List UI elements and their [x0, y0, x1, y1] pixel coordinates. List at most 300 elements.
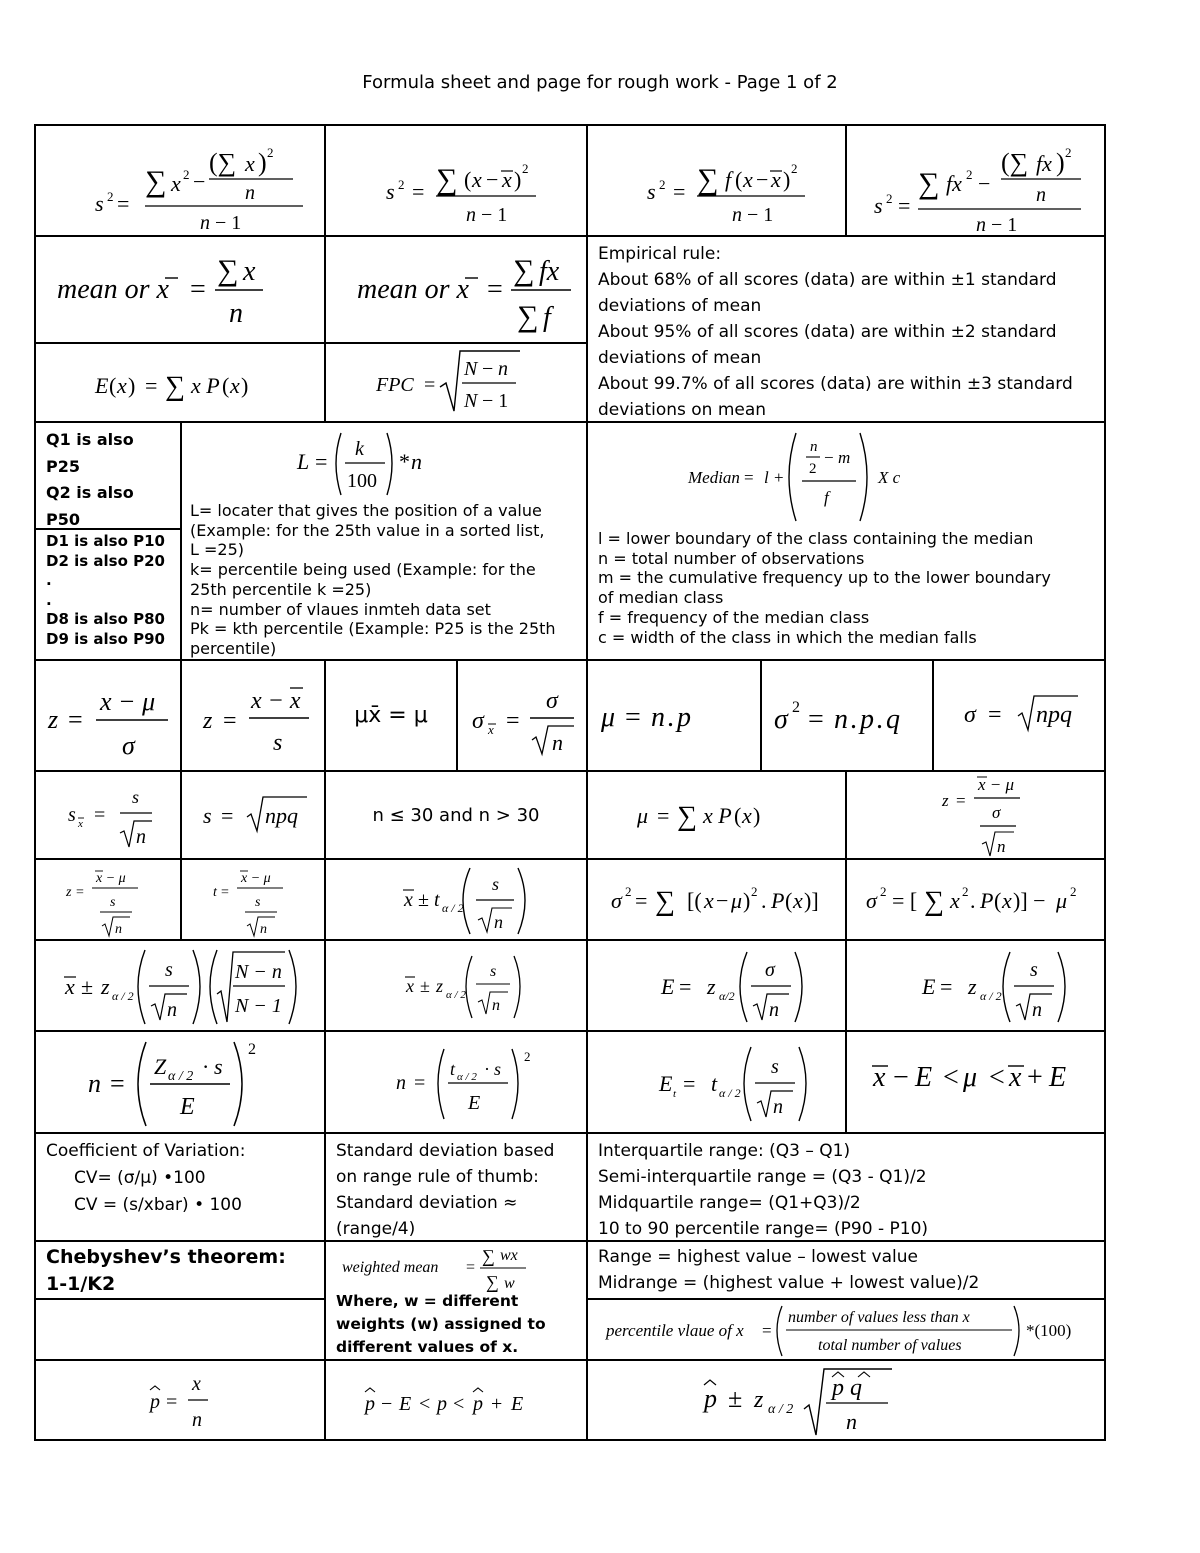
moe-z-s-svg — [866, 942, 1086, 1030]
svg-text:−: − — [824, 448, 834, 467]
svg-text:p: p — [150, 1391, 160, 1413]
svg-text:=: = — [466, 1259, 476, 1276]
t-confidence-interval — [324, 858, 588, 941]
svg-text:p: p — [365, 1393, 375, 1415]
svg-text:number of values less than x: number of values less than x — [788, 1308, 970, 1326]
svg-text:): ) — [241, 372, 249, 398]
fpc-formula — [324, 342, 588, 423]
svg-text:n: n — [88, 1069, 101, 1098]
svg-text:=: = — [678, 973, 691, 999]
svg-text:): ) — [258, 147, 267, 177]
p-hat-svg — [120, 1362, 240, 1438]
svg-text:=: = — [744, 468, 754, 487]
svg-text:α / 2: α / 2 — [718, 1086, 741, 1100]
svg-text:x − μ: x − μ — [977, 775, 1014, 794]
svg-text:=: = — [656, 803, 669, 828]
binomial-mean-svg — [589, 686, 759, 746]
svg-text:2: 2 — [1069, 883, 1076, 899]
locator-line: percentile) — [190, 638, 277, 658]
mean-frequency-formula — [324, 235, 588, 344]
svg-text:n: n — [996, 837, 1005, 856]
range-rule-line: (range/4) — [336, 1219, 416, 1239]
svg-text:∑: ∑ — [482, 1246, 495, 1266]
discrete-mean-svg — [597, 785, 837, 845]
svg-text:(: ( — [784, 887, 792, 913]
svg-text:±: ± — [81, 973, 94, 999]
moe-z-svg — [607, 942, 827, 1030]
svg-text:σ: σ — [472, 707, 484, 734]
svg-text:=: = — [315, 449, 328, 474]
variance-formula-raw — [34, 124, 326, 237]
svg-text:N: N — [464, 357, 478, 380]
svg-text:=: = — [221, 803, 234, 828]
svg-text:): ) — [782, 166, 790, 192]
locator-line: L =25) — [190, 540, 245, 560]
svg-text:fx: fx — [539, 255, 560, 287]
svg-text:n: n — [396, 1072, 406, 1094]
sample-size-t-svg — [356, 1037, 556, 1127]
svg-text:±: ± — [728, 1384, 743, 1413]
discrete-variance-short-svg — [848, 870, 1104, 930]
median-def-line: of median class — [598, 588, 724, 608]
svg-text:s: s — [492, 873, 500, 894]
svg-text:X c: X c — [878, 468, 901, 487]
svg-text:=: = — [221, 884, 229, 900]
svg-text:∑: ∑ — [513, 253, 535, 287]
svg-text:k: k — [355, 438, 364, 460]
svg-text:=: = — [988, 701, 1002, 728]
decile-items — [46, 532, 170, 650]
margin-of-error-t — [586, 1030, 847, 1134]
svg-text:z: z — [48, 704, 59, 734]
variance-formula-grouped — [845, 124, 1106, 237]
svg-text:): ) — [752, 803, 760, 828]
svg-text:weighted mean: weighted mean — [342, 1259, 439, 1276]
standard-error-formula — [456, 659, 588, 772]
svg-text:): ) — [742, 887, 750, 913]
svg-text:2: 2 — [1064, 144, 1071, 160]
range-rule-line: on range rule of thumb: — [336, 1167, 539, 1187]
svg-text:σ: σ — [991, 803, 1000, 822]
svg-text:n: n — [834, 703, 848, 735]
svg-text:∑: ∑ — [436, 162, 458, 196]
variance-raw-svg — [45, 131, 315, 231]
expected-value-svg — [45, 353, 315, 413]
z-ci-sample-sd — [324, 939, 588, 1032]
empirical-rule-title: Empirical rule: — [598, 244, 722, 264]
svg-text:2: 2 — [107, 188, 114, 204]
svg-text:)]: )] — [803, 887, 819, 913]
svg-text:∑: ∑ — [917, 166, 939, 200]
binomial-mean — [586, 659, 762, 772]
svg-text:σ: σ — [865, 887, 877, 913]
svg-text:2: 2 — [965, 166, 972, 182]
std-error-svg — [458, 666, 586, 766]
empirical-rule-line: About 68% of all scores (data) are within ±1 standard deviations of mean — [598, 270, 1057, 316]
svg-text:100: 100 — [347, 470, 377, 492]
binomial-sd-svg — [934, 686, 1104, 746]
variance-freq-svg — [597, 131, 837, 231]
median-grouped — [586, 421, 1106, 661]
svg-text:s: s — [386, 178, 395, 204]
confidence-interval-mean — [845, 1030, 1106, 1134]
svg-text:z: z — [706, 973, 716, 999]
svg-text:n: n — [552, 729, 563, 755]
svg-text:Z: Z — [154, 1054, 167, 1079]
svg-text:*(100): *(100) — [1026, 1320, 1072, 1340]
t-stat-svg — [183, 860, 323, 940]
svg-text:*: * — [399, 449, 410, 474]
locator-line: 25th percentile k =25) — [190, 579, 372, 599]
svg-text:s: s — [203, 803, 212, 828]
quartile-item: Q1 is also P25 — [46, 430, 134, 476]
svg-text:x P: x P — [191, 372, 220, 398]
svg-text:2: 2 — [267, 144, 274, 160]
quartile-list — [34, 421, 182, 530]
svg-text:s: s — [273, 729, 283, 756]
expected-value-formula — [34, 342, 326, 423]
variance-formula-deviation — [324, 124, 588, 237]
svg-text:): ) — [1055, 147, 1065, 177]
quartile-ranges — [586, 1132, 1106, 1242]
binomial-variance — [760, 659, 934, 772]
svg-text:∑: ∑ — [517, 299, 539, 333]
svg-text:x: x — [502, 166, 512, 192]
svg-text:α / 2: α / 2 — [979, 988, 1002, 1003]
svg-text:(: ( — [222, 372, 230, 398]
svg-text:<: < — [453, 1393, 465, 1415]
svg-text:s: s — [1029, 958, 1038, 981]
empirical-rule — [586, 235, 1106, 423]
svg-text:σ: σ — [764, 958, 775, 981]
svg-text:E: E — [399, 1393, 412, 1415]
svg-text:μ: μ — [601, 701, 616, 733]
proportion-ci — [324, 1359, 588, 1441]
svg-text:z: z — [66, 884, 72, 900]
z-pop-svg — [38, 666, 178, 766]
median-formula-svg — [678, 427, 1018, 527]
svg-text:[(: [( — [686, 887, 702, 913]
svg-text:σ: σ — [610, 887, 622, 913]
svg-text:E: E — [915, 1062, 933, 1093]
svg-text:σ: σ — [964, 701, 976, 728]
svg-text:s: s — [132, 787, 140, 807]
svg-text:E: E — [95, 372, 109, 398]
svg-text:−: − — [486, 166, 499, 192]
svg-text:− 1: − 1 — [215, 211, 242, 231]
svg-text:N − 1: N − 1 — [235, 994, 282, 1017]
svg-text:x: x — [78, 818, 83, 830]
decile-item: D2 is also P20 — [46, 551, 165, 570]
locator-line: Pk = kth percentile (Example: P25 is the 25th — [190, 619, 556, 639]
locator-definitions — [182, 499, 564, 661]
empirical-rule-line: About 99.7% of all scores (data) are within ±3 standard deviations on mean — [598, 374, 1073, 420]
variance-grouped-svg — [856, 131, 1096, 231]
locator-line: (Example: for the 25th value in a sorted list, — [190, 520, 545, 540]
svg-text:2: 2 — [809, 461, 817, 477]
svg-text:+: + — [774, 468, 784, 487]
svg-text:n: n — [466, 203, 476, 226]
svg-text:α / 2: α / 2 — [168, 1069, 194, 1084]
svg-text:x: x — [949, 887, 960, 913]
svg-text:L: L — [297, 449, 310, 474]
svg-text:α / 2: α / 2 — [446, 988, 466, 1001]
percentile-locator — [180, 421, 588, 661]
ci-mean-svg — [851, 1046, 1101, 1106]
sample-size-z-svg — [50, 1032, 310, 1132]
quartile-items — [46, 427, 170, 530]
cv-formula-2: CV = (s/xbar) • 100 — [74, 1195, 242, 1215]
svg-text:n: n — [492, 996, 500, 1014]
svg-text:x: x — [488, 721, 494, 737]
median-def-line: f = frequency of the median class — [598, 607, 870, 627]
svg-text:p: p — [860, 703, 874, 735]
decile-item: D1 is also P10 — [46, 532, 165, 550]
binomial-std-dev — [932, 659, 1106, 772]
median-def-line: n = total number of observations — [598, 548, 865, 568]
svg-text:z: z — [754, 1387, 764, 1413]
sample-size-rule-text: n ≤ 30 and n > 30 — [372, 804, 540, 826]
svg-text:npq: npq — [1036, 701, 1072, 728]
svg-text:E: E — [511, 1393, 524, 1415]
svg-text:−: − — [482, 357, 494, 380]
svg-text:2: 2 — [248, 1041, 256, 1058]
svg-text:μ: μ — [1055, 887, 1067, 913]
svg-text:<: < — [989, 1062, 1005, 1093]
svg-text:(: ( — [993, 887, 1001, 913]
svg-text:x: x — [117, 372, 127, 398]
svg-text:Median: Median — [688, 468, 740, 487]
svg-text:=: = — [190, 273, 206, 305]
variance-dev-svg — [336, 131, 576, 231]
svg-text:α / 2: α / 2 — [768, 1402, 794, 1417]
svg-text:n: n — [1035, 183, 1046, 206]
cv-formula-1: CV= (σ/μ) •100 — [74, 1168, 206, 1188]
locator-line: n= number of vlaues inmteh data set — [190, 599, 491, 619]
svg-text:p: p — [473, 1393, 483, 1415]
svg-text:N − n: N − n — [235, 960, 282, 983]
svg-text:=: = — [424, 373, 436, 396]
range-rule-of-thumb — [324, 1132, 588, 1242]
svg-text:·: · — [202, 1054, 210, 1079]
svg-text:=: = — [672, 178, 685, 204]
svg-text:n: n — [200, 211, 210, 231]
sample-size-t — [324, 1030, 588, 1134]
svg-text:total number of values: total number of values — [818, 1336, 962, 1354]
svg-text:n: n — [494, 911, 503, 932]
svg-text:2: 2 — [398, 176, 405, 192]
svg-text:l: l — [764, 468, 769, 487]
svg-text:n: n — [260, 921, 267, 937]
svg-text:−: − — [755, 166, 768, 192]
svg-text:2: 2 — [885, 190, 892, 206]
svg-text:=: = — [94, 804, 106, 826]
z-score-sample — [180, 659, 326, 772]
svg-text:2: 2 — [961, 883, 968, 899]
svg-text:±: ± — [418, 888, 429, 911]
discrete-variance — [586, 858, 847, 941]
svg-text:x − x: x − x — [251, 687, 301, 714]
svg-text:n: n — [411, 449, 422, 474]
svg-text:− 1: − 1 — [482, 389, 509, 412]
svg-text:(: ( — [733, 803, 741, 828]
svg-text:−: − — [893, 1062, 909, 1093]
median-def-line: l = lower boundary of the class containing the median — [598, 529, 1034, 548]
svg-text:α/2: α/2 — [718, 988, 735, 1003]
decile-item: . — [46, 571, 52, 590]
svg-text:s: s — [110, 894, 116, 910]
percentile-value — [586, 1298, 1106, 1361]
page-title: Formula sheet and page for rough work - Page 1 of 2 — [362, 72, 838, 93]
margin-of-error-z-s — [845, 939, 1106, 1032]
coefficient-of-variation — [34, 1132, 326, 1242]
svg-text:x P: x P — [702, 803, 732, 828]
svg-text:n: n — [772, 1096, 783, 1118]
svg-text:α / 2: α / 2 — [442, 900, 464, 915]
svg-text:=: = — [110, 1069, 125, 1098]
svg-text:<: < — [943, 1062, 959, 1093]
sample-sd-npq — [180, 770, 326, 860]
sample-proportion — [34, 1359, 326, 1441]
svg-text:s: s — [494, 1059, 502, 1079]
svg-text:<: < — [419, 1393, 431, 1415]
svg-text:n: n — [167, 998, 177, 1021]
svg-text:(∑: (∑ — [1000, 147, 1028, 177]
svg-text:f: f — [724, 166, 731, 192]
svg-text:x − μ: x − μ — [100, 686, 156, 716]
svg-text:μ: μ — [730, 887, 742, 913]
svg-text:.: . — [876, 703, 883, 735]
svg-text:∑: ∑ — [923, 885, 944, 917]
svg-text:z: z — [967, 973, 977, 999]
svg-text:2: 2 — [790, 160, 797, 176]
range-rule-line: Standard deviation based — [336, 1141, 555, 1161]
svg-text:2: 2 — [658, 176, 665, 192]
svg-text:t: t — [213, 884, 217, 900]
moe-t-svg — [607, 1037, 827, 1127]
svg-text:x: x — [792, 887, 803, 913]
svg-text:p: p — [704, 1384, 717, 1413]
sample-se-svg — [38, 775, 178, 855]
svg-text:p: p — [437, 1393, 447, 1415]
svg-text:p q: p q — [832, 1375, 862, 1401]
svg-text:−: − — [715, 887, 728, 913]
svg-text:x: x — [742, 166, 753, 192]
svg-text:x − μ: x − μ — [96, 870, 126, 886]
svg-text:∑: ∑ — [165, 370, 185, 402]
z-sample-mean-svg — [876, 772, 1076, 858]
mu-xbar-text: μx̄ = μ — [354, 703, 428, 728]
svg-text:n: n — [810, 439, 818, 455]
svg-text:− 1: − 1 — [481, 203, 508, 226]
proportion-interval-svg — [696, 1363, 956, 1439]
svg-text:n: n — [975, 213, 986, 231]
empirical-rule-line: About 95% of all scores (data) are within ±2 standard deviations of mean — [598, 322, 1057, 368]
svg-text:2: 2 — [879, 883, 886, 899]
svg-text:P: P — [979, 887, 993, 913]
svg-text:=: = — [808, 703, 824, 735]
svg-text:z: z — [203, 707, 213, 734]
svg-text:s: s — [214, 1054, 223, 1079]
svg-text:∑: ∑ — [676, 801, 697, 832]
svg-text:2: 2 — [522, 160, 529, 176]
svg-text:−: − — [977, 170, 990, 196]
svg-text:E: E — [1049, 1062, 1067, 1093]
svg-text:x: x — [1001, 887, 1012, 913]
z-sample-mean — [845, 770, 1106, 860]
svg-text:=: = — [68, 704, 83, 734]
svg-text:(: ( — [109, 372, 117, 398]
svg-text:+: + — [1027, 1062, 1043, 1093]
chebyshev-formula: 1-1/K2 — [46, 1273, 116, 1295]
median-definitions — [590, 527, 1059, 649]
svg-text:n: n — [245, 181, 255, 204]
svg-text:fx: fx — [1035, 150, 1052, 176]
binomial-variance-svg — [762, 686, 932, 746]
svg-text:=: = — [955, 791, 966, 810]
svg-text:=: = — [762, 1320, 772, 1340]
weighted-mean-note: Where, w = different weights (w) assigned to different values of x. — [336, 1292, 546, 1356]
svg-text:·: · — [484, 1059, 490, 1079]
variance-formula-frequency — [586, 124, 847, 237]
svg-text:FPC: FPC — [376, 373, 414, 396]
svg-text:x: x — [230, 372, 240, 398]
svg-text:n: n — [192, 1409, 202, 1431]
svg-text:= [: = [ — [891, 887, 917, 913]
svg-text:2: 2 — [750, 883, 757, 899]
svg-text:σ: σ — [546, 687, 558, 714]
svg-text:s: s — [873, 192, 883, 218]
proportion-ci-svg — [341, 1370, 571, 1430]
decile-item: . — [46, 590, 52, 609]
svg-text:s: s — [646, 178, 656, 204]
z-sample-svg — [183, 666, 323, 766]
svg-text:t: t — [710, 1071, 717, 1096]
locator-formula-svg — [277, 425, 577, 505]
svg-text:f: f — [824, 488, 829, 507]
svg-text:x: x — [243, 255, 256, 287]
svg-text:x: x — [404, 888, 413, 911]
svg-text:μ: μ — [636, 803, 648, 828]
t-statistic — [180, 858, 326, 941]
svg-text:x: x — [171, 170, 181, 196]
svg-text:n: n — [731, 203, 742, 226]
svg-text:s: s — [255, 894, 261, 910]
svg-text:=: = — [166, 1391, 178, 1413]
proportion-interval — [586, 1359, 1106, 1441]
svg-text:− 1: − 1 — [990, 213, 1017, 231]
svg-text:m: m — [838, 448, 851, 467]
svg-text:)] −: )] − — [1012, 887, 1046, 913]
svg-text:fx: fx — [945, 170, 962, 196]
decile-list — [34, 528, 182, 661]
svg-text:∑: ∑ — [696, 162, 718, 196]
svg-text:x − μ: x − μ — [241, 870, 271, 886]
svg-text:npq: npq — [265, 803, 298, 828]
weighted-mean — [324, 1240, 588, 1361]
svg-text:σ: σ — [122, 730, 135, 760]
svg-text:t: t — [450, 1059, 456, 1079]
median-def-line: c = width of the class in which the median falls — [598, 627, 977, 647]
sample-sd-npq-svg — [183, 785, 323, 845]
mean-of-sample-means — [324, 659, 458, 772]
svg-text:x: x — [192, 1373, 201, 1395]
iqr-line: Semi-interquartile range = (Q3 - Q1)/2 — [598, 1167, 927, 1187]
svg-text:∑: ∑ — [654, 885, 675, 917]
svg-text:.: . — [850, 703, 857, 735]
svg-text:μ: μ — [963, 1062, 978, 1093]
svg-text:n: n — [768, 998, 779, 1021]
